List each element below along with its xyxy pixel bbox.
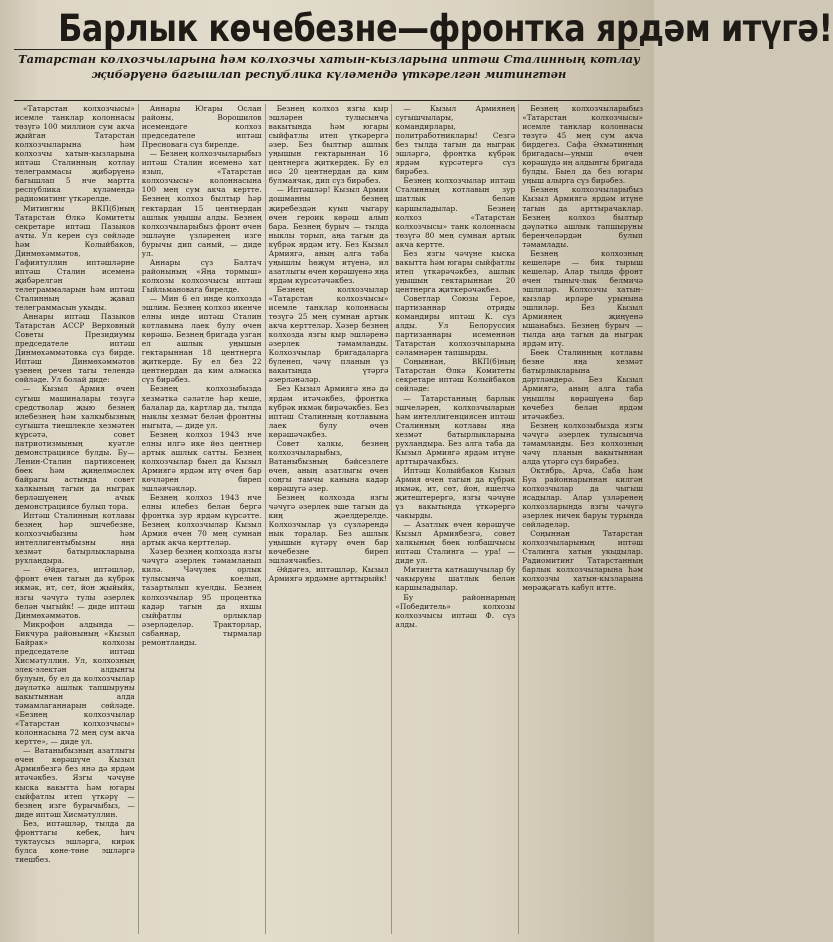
article-paragraph: Иптәш Колыйбаков Кызыл Армия өчен тагын да күбрәк икмәк, ит, сөт, йон, яшелчә җитештерергә, язгы чәчүне үз вакытында үткәрергә чакырды.: [395, 465, 516, 521]
article-paragraph: — Кызыл Армиянең сугышчылары, командирлары, политработниклары! Сезгә без тылда тагын да ныграк эшләргә, фронтка күбрәк ярдәм күрсәтергә сүз бирәбез.: [395, 104, 516, 177]
article-paragraph: Соңыннан, ВКП(б)ның Татарстан Өлкә Комитеты секретаре иптәш Колыйбаков сөйләде:: [395, 357, 516, 394]
article-paragraph: Соңыннан Татарстан колхозчыларының иптәш Сталинга хатын укыдылар. Радиомитинг Татарстанның барлык колхозчыларына һәм колхозчы хатын-кызларына мөрәҗәгать кабул итте.: [522, 529, 643, 593]
article-paragraph: Безнең колхоз язгы кыр эшләрен тулысынча вакытында һәм югары сыйфатлы итеп үткәрергә әзер. Без былтыр ашлык уңышын гектарыннан 16 центнерга җиткердек. Бу ел исә 20 центнердан да ким булмаячак, дип сүз бирәбез.: [268, 104, 389, 186]
article-paragraph: Безнең колхозыбызда хезмәткә сәләтле һәр кеше, балалар да, картлар да, тылда ныклы хезмәт белән фронтны ныгыта, — диде ул.: [141, 384, 262, 430]
article-paragraph: — Азатлык өчен көрәшүче Кызыл Армиябезгә, совет халкының бөек юлбашчысы иптәш Сталинга — ура! — диде ул.: [395, 520, 516, 566]
article-paragraph: Иптәш Сталинның котлавы безнең һәр эшчебезне, колхозчыбызны һәм интеллигентыбызны яңа хезмәт батырлыкларына рухландыра.: [15, 511, 135, 566]
article-paragraph: Аннары Югары Ослан районы, Ворошилов исемендәге колхоз председателе иптәш Пресновага сүз бирелде.: [141, 104, 262, 150]
article-paragraph: Безнең колхозчылар «Татарстан колхозчысы» исемле танклар колоннасы төзүгә 25 мең сумнан артык акча керттеләр. Хәзер безнең колхозда язгы кыр эшләренә әзерлек тәмамланды. Колхозчылар бригадаларга бүленеп, чәчү планын үз вакытында үтәргә әзерләнәләр.: [268, 284, 389, 385]
article-paragraph: Без Кызыл Армиягә янә дә ярдәм итәчәкбез, фронтка күбрәк икмәк бирәчәкбез. Без иптәш Сталинның котлавына лаек булу өчен көрәшәчәкбез.: [268, 384, 389, 439]
article-paragraph: Безнең колхозчыларыбыз «Татарстан колхозчысы» исемле танклар колоннасы төзүгә 45 мең сум акча бирдегез. Сафа Әхмәтинның бригадасы—уңыш өчен көрәшүдә иң алдынгы бригада булды. Быел да без югары уңыш алырга сүз бирәбез.: [522, 104, 643, 186]
article-columns: [12, 104, 646, 934]
article-paragraph: Аннары иптәш Пазыков Татарстан АССР Верховный Советы Президиумы председателе иптәш Динмөхәммәтовка сүз бирде. Иптәш Динмөхәммәтов үзенең речен тагы телендә сөйләде. Ул болай диде:: [15, 312, 135, 385]
article-paragraph: Безнең колхозда язгы чәчүгә әзерлек эше тагын да киң җәелдерелде. Колхозчылар үз сүзләрендә нык торалар. Без ашлык уңышын күтәрү өчен бар көчебезне биреп эшләячәкбез.: [268, 493, 389, 566]
article-paragraph: — Кызыл Армия өчен сугыш машиналары төзүгә средстволар җыю безнең илебезнең һәм халкыбызның сугышта тиешлекле хезмәтен күрсәтә, совет патриотизмының куәтле демонстрациясе булды. Бу—Ленин-Сталин партиясенең бөек һәм җиңелмәслек байрагы астында совет халкының тагын да ныграк берләшүенең ачык демонстрациясе булып тора.: [15, 384, 135, 512]
article-paragraph: Безнең колхозыбызда язгы чәчүгә әзерлек тулысынча тәмамланды. Без колхозның чәчү планын вакытыннан алда үтәргә сүз бирәбез.: [522, 420, 643, 466]
article-paragraph: Аннары сүз Балтач районының «Яңа тормыш» колхозы колхозчысы иптәш Гыйльмановага бирелде.: [141, 257, 262, 294]
article-paragraph: Микрофон алдында — Бикчура районының «Кызыл Байрак» колхозы председателе иптәш Хисмәтуллин. Ул, колхозның элек-электән алдынгы булуын, бу ел да колхозчылар дәүләткә ашлык тапшыруны вакытыннан алда тәмамлаганнарын сөйләде. «Безнең колхозчылар «Татарстан колхозчысы» колоннасына 72 мең сум акча кертте», — диде ул.: [15, 619, 135, 747]
article-column-3: [266, 104, 393, 934]
article-paragraph: Әйдәгез, иптәшләр, Кызыл Армиягә ярдәмне арттырыйк!: [268, 565, 389, 584]
article-paragraph: Совет халкы, безнең колхозчыларыбыз, Ватаныбызның бәйсезлеге өчен, аның азатлыгы өчен соңгы тамчы канына кадәр көрәшүгә әзер.: [268, 438, 389, 493]
article-paragraph: Безнең колхозчылар иптәш Сталинның котлавын зур шатлык белән каршыладылар. Безнең колхоз «Татарстан колхозчысы» танк колоннасы төзүгә 80 мең сумнан артык акча кертте.: [395, 176, 516, 249]
article-paragraph: — Иптәшләр! Кызыл Армия дошманны безнең җиребездән куып чыгару өчен героик көрәш алып бара. Безнең бурыч — тылда ныклы торып, аңа тагын да күбрәк ярдәм итү. Без Кызыл Армиягә, аның алга таба уңышлы һөҗүм итүенә, ил азатлыгы өчен көрәшүенә яңа ярдәм күрсәтәчәкбез.: [268, 185, 389, 285]
article-paragraph: — Татарстанның барлык эшчеләрен, колхозчыларын һәм интеллигенциясен иптәш Сталинның котлавы яңа хезмәт батырлыкларына рухландыра. Без алга таба да Кызыл Армиягә ярдәм итүне арттырачакбыз.: [395, 393, 516, 466]
article-paragraph: Октябрь, Арча, Саба һәм Буа районнарыннан килгән колхозчылар да чыгыш ясадылар. Алар үзләренең колхозларында язгы чәчүгә әзерлек ничек баруы турында сөйләделәр.: [522, 465, 643, 530]
article-paragraph: Бу районнарның «Победитель» колхозы колхозчысы иптәш Ф. сүз алды.: [395, 592, 516, 629]
article-paragraph: Митингта катнашучылар бу чакыруны шатлык белән каршыладылар.: [395, 565, 516, 593]
article-paragraph: — Мин 6 ел инде колхозда эшлим. Безнең колхоз икенче елны инде иптәш Сталин котлавына лаек булу өчен көрәшә. Безнең бригада узган ел ашлык уңышын гектарыннан 18 центнерга җиткерде. Бу ел без 22 центнердан да ким алмаска сүз бирәбез.: [141, 293, 262, 385]
article-column-1: [12, 104, 139, 934]
article-column-5: [519, 104, 646, 934]
article-paragraph: Без, иптәшләр, тылда да фронттагы кебек, һич туктаусыз эшләргә, кирәк булса көне-төне эшләргә тиешбез.: [15, 818, 135, 864]
article-column-2: [139, 104, 266, 934]
article-paragraph: Безнең колхоз 1943 нче елны илебез белән бергә фронтка зур ярдәм күрсәтте. Безнең колхозчылар Кызыл Армия өчен 70 мең сумнан артык акча керттеләр.: [141, 493, 262, 548]
article-paragraph: Митингны ВКП(б)ның Татарстан Өлкә Комитеты секретаре иптәш Пазыков ачты. Ул керен сүз сөйләде һәм Колыйбаков, Динмөхәммәтов, Гафиятуллин иптәшләрне иптәш Сталин исеменә җибәрелгән телеграммаларын һәм иптәш Сталинның җавап телеграммасын укыды.: [15, 203, 135, 313]
article-paragraph: «Татарстан колхозчысы» исемле танклар колоннасы төзүгә 100 миллион сум акча җыйган Татарстан колхозчыларына һәм колхозчы хатын-кызларына иптәш Сталинның котлау телеграммасы җибәрүенә багышлап 5 нче мартта республика күләмендә радиомитинг үткәрелде.: [15, 104, 135, 204]
article-paragraph: Безнең колхозның кешеләре — бик тырыш кешеләр. Алар тылда фронт өчен тыныч-лык белмичә эшлиләр. Колхозчы хатын-кызлар ирләре урынына эшлиләр. Без Кызыл Армиянең җиңүенә ышанабыз. Безнең бурыч — тылда аңа тагын да ныграк ярдәм итү.: [522, 248, 643, 349]
article-paragraph: Советлар Союзы Герое, партизаннар отряды командиры иптәш К. сүз алды. Ул Белоруссия партизаннары исеменнән Татарстан колхозчыларына сәламнәрен тапшырды.: [395, 293, 516, 358]
article-paragraph: Бөек Сталинның котлавы безне яңа хезмәт батырлыкларына дәртләндерә. Без Кызыл Армиягә, аның алга таба уңышлы көрәшүенә бар көчебез белән ярдәм итәчәкбез.: [522, 348, 643, 421]
article-column-4: [392, 104, 519, 934]
article-paragraph: — Ватаныбызның азатлыгы өчен көрәшүче Кызыл Армиябезгә без янә дә ярдәм итәчәкбез. Язгы чәчүне кыска вакытта һәм югары сыйфатлы итеп үткәрү — безнең изге бурычыбыз, — диде иптәш Хисмәтуллин.: [15, 746, 135, 819]
article-paragraph: Хәзер безнең колхозда язгы чәчүгә әзерлек тәмамланып килә. Чәчүлек орлык тулысынча коелып, тазартылып куелды. Безнең колхозчылар 95 процентка кадәр тагын да яхшы сыйфатлы орлыклар әзерләделәр. Тракторлар, сабаннар, тырмалар ремонтланды.: [141, 547, 262, 647]
subhead-rule: [14, 100, 640, 101]
article-paragraph: — Әйдәгез, иптәшләр, фронт өчен тагын да күбрәк икмәк, ит, сөт, йон җыйыйк, язгы чәчүгә тулы әзерлек белән чыгыйк! — диде иптәш Динмөхәммәтов.: [15, 565, 135, 620]
article-paragraph: — Безнең колхозчыларыбыз иптәш Сталин исеменә хат язып, «Татарстан колхозчысы» колоннасына 100 мең сум акча кертте. Безнең колхоз былтыр һәр гектардан 15 центнердан ашлык уңышы алды. Безнең колхозчыларыбыз фронт өчен эшләүне үзләренең изге бурычы дип саный, — диде ул.: [141, 149, 262, 258]
article-paragraph: Без язгы чәчүне кыска вакытта һәм югары сыйфатлы итеп үткәрәчәкбез, ашлык уңышын гектарыннан 20 центнерга җиткерәчәкбез.: [395, 248, 516, 294]
headline-rule: [14, 49, 640, 50]
subheadline: Татарстан колхозчыларына һәм колхозчы хатын-кызларына иптәш Сталинның котлау җибәрүенә багышлап республика күләмендә үткәрелгән митингтән: [18, 52, 640, 81]
article-paragraph: Безнең колхоз 1943 нче елны илгә ике йөз центнер артык ашлык сатты. Безнең колхозчылар быел да Кызыл Армиягә ярдәм итү өчен бар көчләрен биреп эшләячәкләр.: [141, 429, 262, 493]
headline: Барлык көчебезне—фронтка ярдәм итүгә!: [58, 7, 833, 50]
article-paragraph: Безнең колхозчыларыбыз Кызыл Армиягә ярдәм итүне тагын да арттырачаклар. Безнең колхоз былтыр дәүләткә ашлык тапшыруны беренчеләрдән булып тәмамлады.: [522, 185, 643, 249]
